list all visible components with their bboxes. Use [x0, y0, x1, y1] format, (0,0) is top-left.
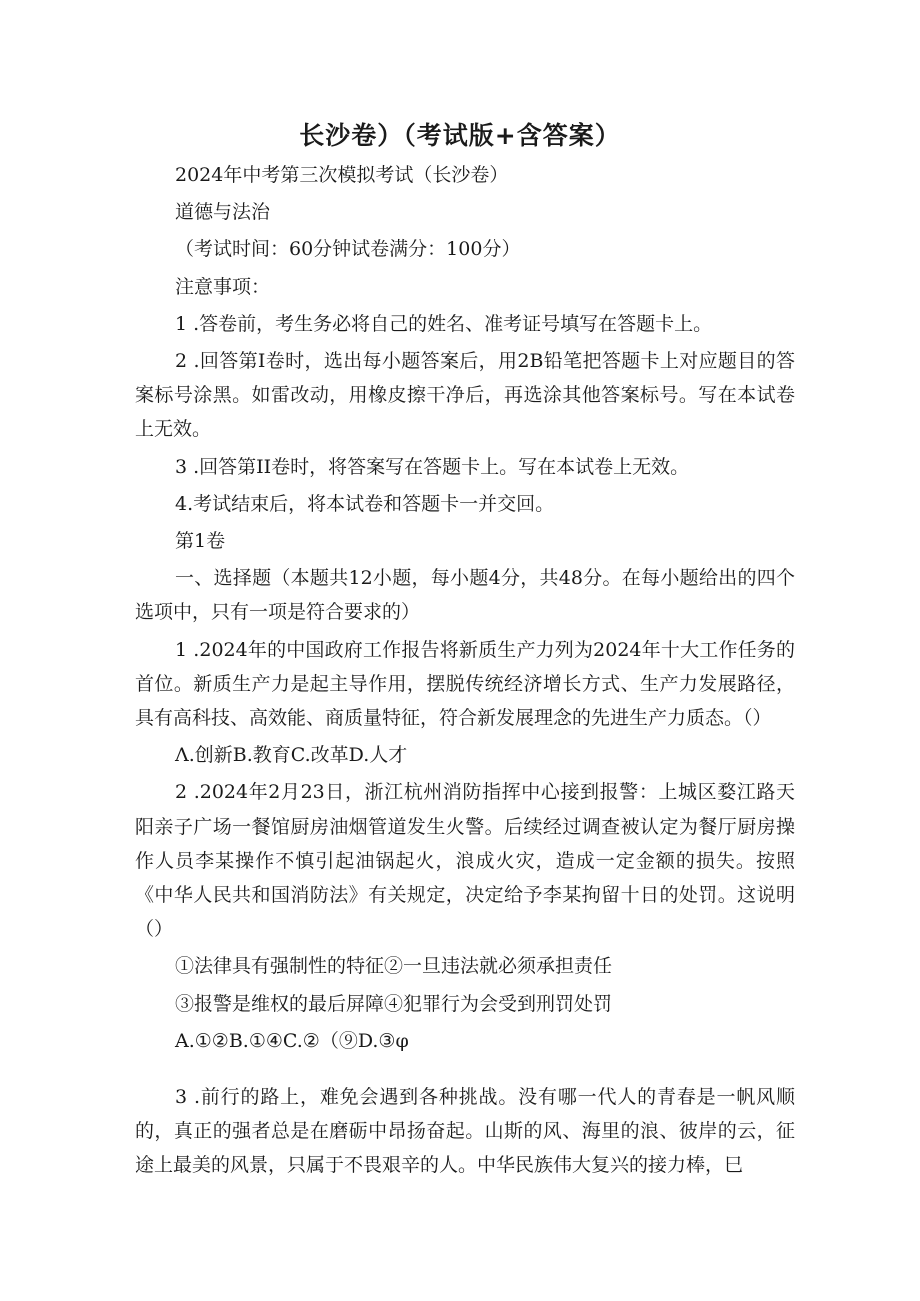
question-1-stem: 1 .2024年的中国政府工作报告将新质生产力列为2024年十大工作任务的首位。新质生产力是起主导作用，摆脱传统经济增长方式、生产力发展路径，具有高科技、高效能、商质量特征，符合新发展理念的先进生产力质态。（）: [135, 638, 795, 730]
question-2-options: A.①②B.①④C.②（⑨D.③φ: [175, 1029, 409, 1052]
exam-info: （考试时间：60分钟试卷满分：100分）: [175, 238, 521, 261]
exam-heading: 2024年中考第三次模拟考试（长沙卷）: [175, 164, 509, 186]
subject-line: 道德与法治: [175, 201, 271, 224]
question-2-statement-2: ③报警是维权的最后屏障④犯罪行为会受到刑罚处罚: [175, 992, 613, 1015]
question-3-stem: 3 .前行的路上，难免会遇到各种挑战。没有哪一代人的青春是一帆风顺的，真正的强者总是在磨砺中昂扬奋起。山斯的风、海里的浪、彼岸的云，征途上最美的风景，只属于不畏艰辛的人。中华民族伟大复兴的接力棒，巳: [135, 1086, 795, 1177]
notes-heading: 注意事项：: [175, 275, 271, 298]
section-one-heading: 一、选择题（本题共12小题，每小题4分，共48分。在每小题给出的四个选项中，只有一项是符合要求的）: [135, 567, 795, 624]
note-item-4: 4.考试结束后，将本试卷和答题卡一并交回。: [175, 492, 555, 515]
document-title: 长沙卷）（考试版+含答案）: [299, 121, 621, 150]
note-item-3: 3 .回答第II卷时，将答案写在答题卡上。写在本试卷上无效。: [175, 455, 690, 478]
volume-label: 第1卷: [175, 530, 226, 553]
note-item-1: 1 .答卷前，考生务必将自己的姓名、准考证号填写在答题卡上。: [175, 312, 713, 335]
document-body: [135, 158, 795, 1183]
question-2-statement-1: ①法律具有强制性的特征②一旦违法就必须承担责任: [175, 955, 613, 978]
question-1-options: Λ.创新B.教育C.改革D.人才: [175, 744, 408, 767]
question-2-stem: 2 .2024年2月23日，浙江杭州消防指挥中心接到报警：上城区婺江路天阳亲子广场一餐馆厨房油烟管道发生火警。后续经过调查被认定为餐厅厨房操作人员李某操作不慎引起油锅起火，浪成火灾，造成一定金额的损失。按照《中华人民共和国消防法》有关规定，决定给予李某拘留十日的处罚。这说明（）: [135, 781, 795, 941]
note-item-2: 2 .回答第I卷时，选出每小题答案后，用2B铅笔把答题卡上对应题目的答案标号涂黑。如雷改动，用橡皮擦干净后，再选涂其他答案标号。写在本试卷上无效。: [135, 350, 795, 441]
